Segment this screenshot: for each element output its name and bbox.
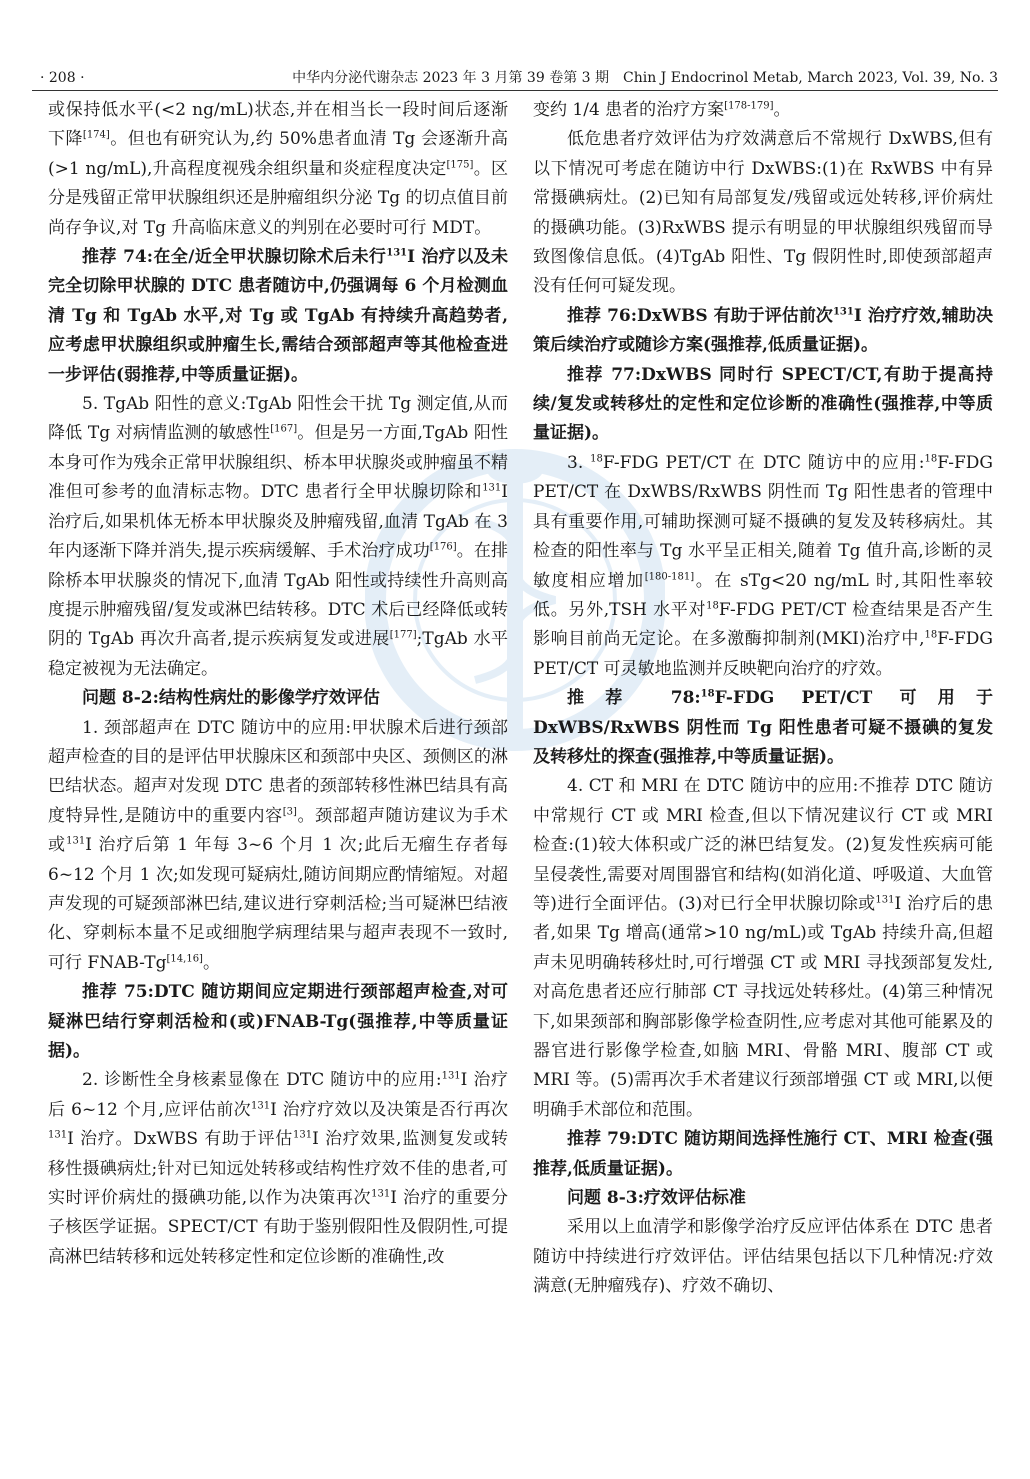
right-column	[533, 96, 993, 1302]
page-number: · 208 ·	[40, 70, 85, 86]
paragraph: 4. CT 和 MRI 在 DTC 随访中的应用:不推荐 DTC 随访中常规行 CT 或 MRI 检查,但以下情况建议行 CT 或 MRI 检查:(1)较大体积或广泛的淋巴结复发。(2)复发性疾病可能呈侵袭性,需要对周围器官和结构(如消化道、呼吸道、大血管等)进行全面评估。(3)对已行全甲状腺切除或$^{131}$I 治疗后的患者,如果 Tg 增高(通常>10 ng/mL)或 TgAb 持续升高,但超声未见明确转移灶时,可行增强 CT 或 MRI 寻找颈部复发灶,对高危患者还应行肺部 CT 寻找远处转移灶。(4)第三种情况下,如果颈部和胸部影像学检查阴性,应考虑对其他可能累及的器官进行影像学检查,如脑 MRI、骨骼 MRI、腹部 CT 或 MRI 等。(5)需再次手术者建议行颈部增强 CT 或 MRI,以便明确手术部位和范围。	[533, 776, 994, 1120]
paragraph: 5. TgAb 阳性的意义:TgAb 阳性会干扰 Tg 测定值,从而降低 Tg 对病情监测的敏感性[167]。但是另一方面,TgAb 阳性本身可作为残余正常甲状腺组织、桥本甲状腺炎或肿瘤虽不精准但可参考的血清标志物。DTC 患者行全甲状腺切除和$^{131}$I 治疗后,如果机体无桥本甲状腺炎及肿瘤残留,血清 TgAb 在 3 年内逐渐下降并消失,提示疾病缓解、手术治疗成功[176]。在排除桥本甲状腺炎的情况下,血清 TgAb 阳性或持续性升高则高度提示肿瘤残留/复发或淋巴结转移。DTC 术后已经降低或转阴的 TgAb 再次升高者,提示疾病复发或进展[177];TgAb 水平稳定被视为无法确定。	[48, 394, 508, 679]
question-heading: 问题 8-2:结构性病灶的影像学疗效评估	[82, 688, 380, 709]
recommendation-75: 推荐 75:DTC 随访期间应定期进行颈部超声检查,对可疑淋巴结行穿刺活检和(或)FNAB-Tg(强推荐,中等质量证据)。	[48, 982, 508, 1061]
paragraph: 1. 颈部超声在 DTC 随访中的应用:甲状腺术后进行颈部超声检查的目的是评估甲状腺床区和颈部中央区、颈侧区的淋巴结状态。超声对发现 DTC 患者的颈部转移性淋巴结具有高度特异性,是随访中的重要内容[3]。颈部超声随访建议为手术或$^{131}$I 治疗后第 1 年每 3~6 个月 1 次;此后无瘤生存者每 6~12 个月 1 次;如发现可疑病灶,随访间期应酌情缩短。对超声发现的可疑颈部淋巴结,建议进行穿刺活检;当可疑淋巴结液化、穿刺标本量不足或细胞学病理结果与超声表现不一致时,可行 FNAB-Tg[14,16]。	[48, 717, 509, 973]
recommendation-77: 推荐 77:DxWBS 同时行 SPECT/CT,有助于提高持续/复发或转移灶的定性和定位诊断的准确性(强推荐,中等质量证据)。	[533, 364, 993, 444]
paragraph: 低危患者疗效评估为疗效满意后不常规行 DxWBS,但有以下情况可考虑在随访中行 DxWBS:(1)在 RxWBS 中有异常摄碘病灶。(2)已知有局部复发/残留或远处转移,评价病灶的摄碘功能。(3)RxWBS 提示有明显的甲状腺组织残留而导致图像信息低。(4)TgAb 阳性、Tg 假阴性时,即使颈部超声没有任何可疑发现。	[533, 129, 993, 297]
paragraph: 变约 1/4 患者的治疗方案[178-179]。	[533, 100, 791, 120]
paragraph: 3. $^{18}$F-FDG PET/CT 在 DTC 随访中的应用:$^{18}$F-FDG PET/CT 在 DxWBS/RxWBS 阴性而 Tg 阳性患者的管理中具有重要作用,可辅助探测可疑不摄碘的复发及转移病灶。其检查的阳性率与 Tg 水平呈正相关,随着 Tg 值升高,诊断的灵敏度相应增加[180-181]。在 sTg<20 ng/mL 时,其阳性率较低。另外,TSH 水平对$^{18}$F-FDG PET/CT 检查结果是否产生影响目前尚无定论。在多激酶抑制剂(MKI)治疗中,$^{18}$F-FDG PET/CT 可灵敏地监测并反映靶向治疗的疗效。	[533, 452, 994, 679]
page-header	[32, 66, 998, 91]
recommendation-76: 推荐 76:DxWBS 有助于评估前次$^{131}$I 治疗疗效,辅助决策后续治疗或随诊方案(强推荐,低质量证据)。	[533, 305, 993, 356]
question-heading: 问题 8-3:疗效评估标准	[567, 1188, 746, 1209]
left-column	[48, 96, 508, 1272]
paragraph: 2. 诊断性全身核素显像在 DTC 随访中的应用:$^{131}$I 治疗后 6~12 个月,应评估前次$^{131}$I 治疗疗效以及决策是否行再次$^{131}$I 治疗。DxWBS 有助于评估$^{131}$I 治疗效果,监测复发或转移性摄碘病灶;针对已知远处转移或结构性疗效不佳的患者,可实时评价病灶的摄碘功能,以作为决策再次$^{131}$I 治疗的重要分子核医学证据。SPECT/CT 有助于鉴别假阳性及假阴性,可提高淋巴结转移和远处转移定性和定位诊断的准确性,改	[48, 1070, 509, 1267]
paragraph: 或保持低水平(<2 ng/mL)状态,并在相当长一段时间后逐渐下降[174]。但也有研究认为,约 50%患者血清 Tg 会逐渐升高(>1 ng/mL),升高程度视残余组织量和炎症程度决定[175]。区分是残留正常甲状腺组织还是肿瘤组织分泌 Tg 的切点值目前尚存争议,对 Tg 升高临床意义的判别在必要时可行 MDT。	[48, 100, 508, 238]
recommendation-78: 推荐 78:$^{18}$F-FDG PET/CT 可用于 DxWBS/RxWBS 阴性而 Tg 阳性患者可疑不摄碘的复发及转移灶的探查(强推荐,中等质量证据)。	[533, 688, 993, 767]
journal-citation: 中华内分泌代谢杂志 2023 年 3 月第 39 卷第 3 期 Chin J Endocrinol Metab, March 2023, Vol. 39, No. 3	[292, 70, 998, 86]
recommendation-79: 推荐 79:DTC 随访期间选择性施行 CT、MRI 检查(强推荐,低质量证据)。	[533, 1129, 993, 1179]
paragraph: 采用以上血清学和影像学治疗反应评估体系在 DTC 患者随访中持续进行疗效评估。评估结果包括以下几种情况:疗效满意(无肿瘤残存)、疗效不确切、	[533, 1217, 993, 1297]
recommendation-74: 推荐 74:在全/近全甲状腺切除术后未行$^{131}$I 治疗以及未完全切除甲状腺的 DTC 患者随访中,仍强调每 6 个月检测血清 Tg 和 TgAb 水平,对 Tg 或 TgAb 有持续升高趋势者,应考虑甲状腺组织或肿瘤生长,需结合颈部超声等其他检查进一步评估(弱推荐,中等质量证据)。	[48, 247, 508, 385]
